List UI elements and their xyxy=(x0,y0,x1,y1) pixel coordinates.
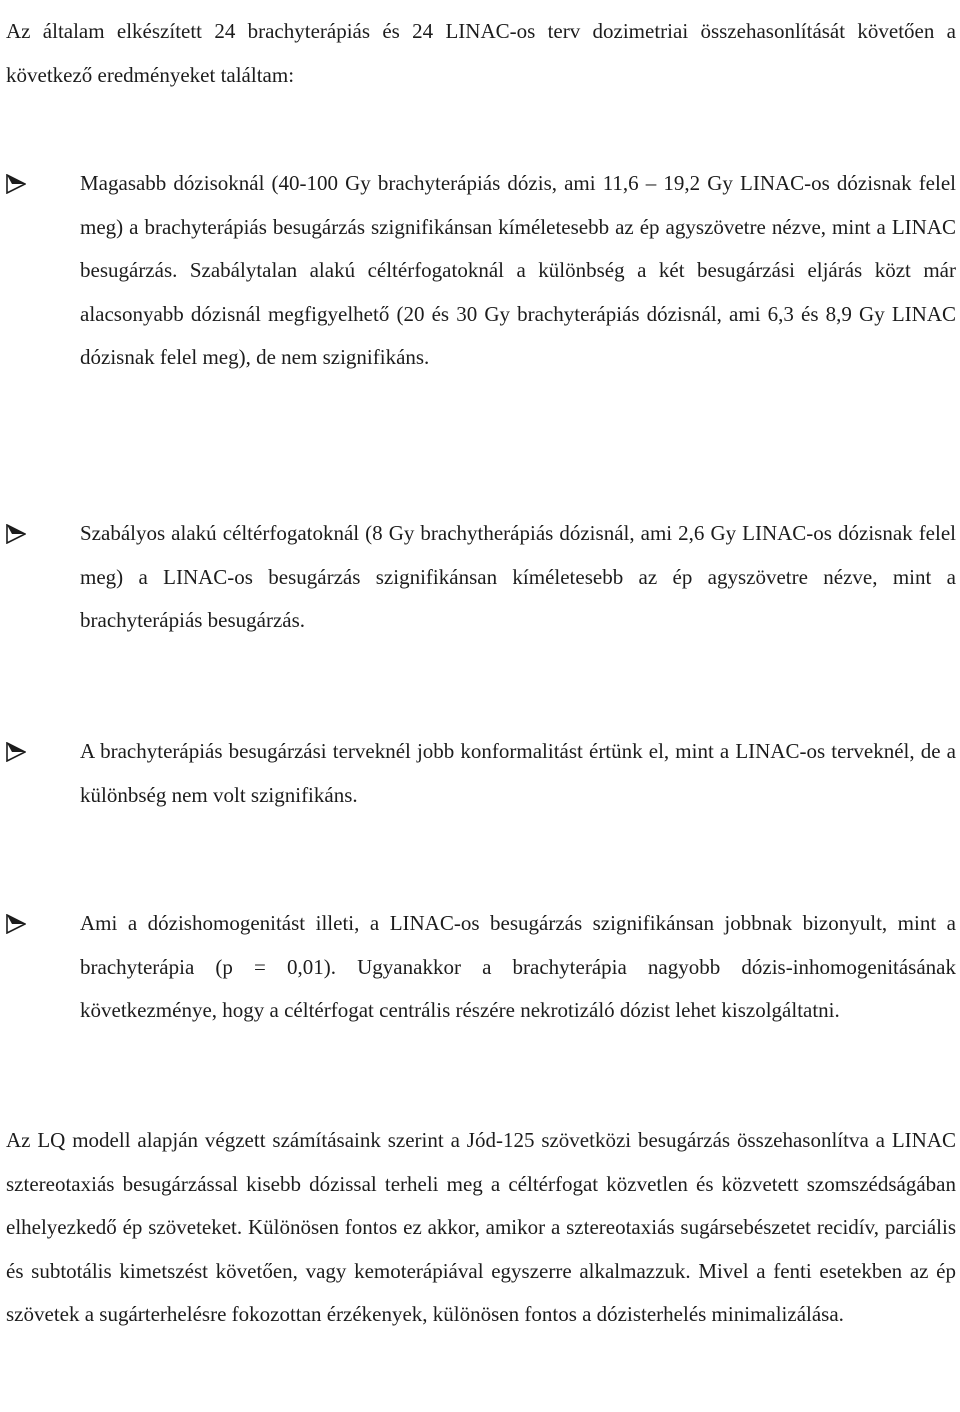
findings-list-item xyxy=(6,512,956,643)
arrowhead-bullet-icon xyxy=(6,174,26,194)
finding-text: A brachyterápiás besugárzási terveknél jobb konformalitást értünk el, mint a LINAC-os terveknél, de a különbség nem volt szignifikáns. xyxy=(80,739,956,807)
finding-text: Magasabb dózisoknál (40-100 Gy brachyterápiás dózis, ami 11,6 – 19,2 Gy LINAC-os dózisnak felel meg) a brachyterápiás besugárzás szignifikánsan kíméletesebb az ép agyszövetre nézve, mint a LINAC besugárzás. Szabálytalan alakú céltérfogatoknál a különbség a két besugárzási eljárás közt már alacsonyabb dózisnál megfigyelhető (20 és 30 Gy brachyterápiás dózisnál, ami 6,3 és 8,9 Gy LINAC dózisnak felel meg), de nem szignifikáns. xyxy=(80,171,956,369)
intro-paragraph: Az általam elkészített 24 brachyterápiás és 24 LINAC-os terv dozimetriai összehasonlítását követően a következő eredményeket találtam: xyxy=(6,19,956,87)
findings-list-item xyxy=(6,902,956,1033)
findings-list-item xyxy=(6,162,956,380)
arrowhead-bullet-icon xyxy=(6,914,26,934)
finding-text: Ami a dózishomogenitást illeti, a LINAC-os besugárzás szignifikánsan jobbnak bizonyult, mint a brachyterápia (p = 0,01). Ugyanakkor a brachyterápia nagyobb dózis-inhomogenitásának következménye, hogy a céltérfogat centrális részére nekrotizáló dózist lehet kiszolgáltatni. xyxy=(80,911,956,1022)
findings-list-item xyxy=(6,730,956,817)
arrowhead-bullet-icon xyxy=(6,524,26,544)
finding-text: Szabályos alakú céltérfogatoknál (8 Gy brachytherápiás dózisnál, ami 2,6 Gy LINAC-os dózisnak felel meg) a LINAC-os besugárzás szignifikánsan kíméletesebb az ép agyszövetre nézve, mint a brachyterápiás besugárzás. xyxy=(80,521,956,632)
closing-paragraph: Az LQ modell alapján végzett számításaink szerint a Jód-125 szövetközi besugárzás összehasonlítva a LINAC sztereotaxiás besugárzással kisebb dózissal terheli meg a céltérfogat közvetlen és közvetett szomszédságában elhelyezkedő ép szöveteket. Különösen fontos ez akkor, amikor a sztereotaxiás sugársebészetet recidív, parciális és subtotális kimetszést követően, vagy kemoterápiával egyszerre alkalmazzuk. Mivel a fenti esetekben az ép szövetek a sugárterhelésre fokozottan érzékenyek, különösen fontos a dózisterhelés minimalizálása. xyxy=(6,1128,956,1326)
arrowhead-bullet-icon xyxy=(6,742,26,762)
